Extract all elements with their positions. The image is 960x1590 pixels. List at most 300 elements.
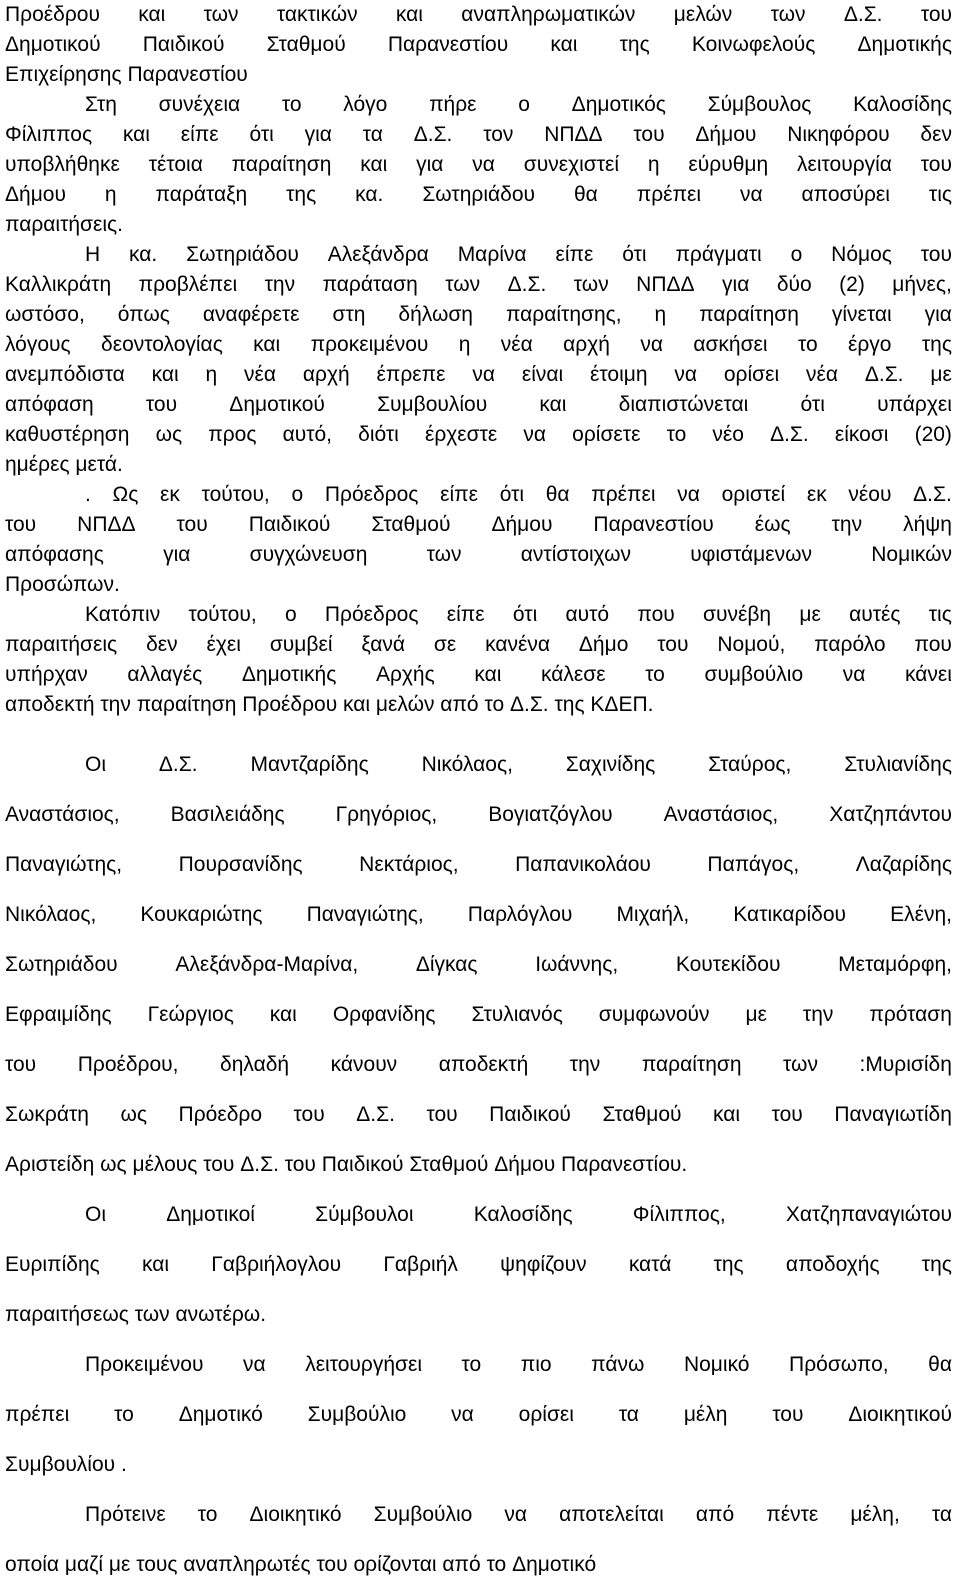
text-line [5,990,952,1040]
word: έρχεστε [424,423,498,446]
word: του [772,1403,804,1426]
word: Δήμου [695,123,757,146]
word: λόγο [343,93,388,116]
word: αποτελείται [559,1503,664,1526]
word: Δίγκας [415,953,478,976]
word: έπρεπε [376,363,446,386]
word: του [316,1553,354,1576]
word: νέου [848,483,892,506]
word: ανωτέρω. [175,1303,267,1326]
word: είναι [521,363,564,386]
word: των [134,1303,176,1326]
word: . [85,483,91,506]
word: δηλαδή [220,1053,290,1076]
text-line [5,480,952,510]
word: μαζί [64,1553,109,1576]
word: ο [790,243,803,266]
word: και [550,33,578,56]
word: Σταθμού [409,1153,495,1176]
word: Δημοτικός [571,93,666,116]
word: Γρηγόριος, [335,803,438,826]
word: αποδεκτή [438,1053,529,1076]
word: είπε [180,123,219,146]
word: Καλοσίδης [473,1203,573,1226]
word: Προσώπων. [5,573,120,596]
word: θα [928,1353,952,1376]
word: Αναστάσιος, [5,803,120,826]
word: Παιδικού [142,33,225,56]
word: ορίσει [518,1403,574,1426]
word: της [713,1253,744,1276]
text-line [5,150,952,180]
word: της [619,33,650,56]
word: παραίτηση [136,693,243,716]
word: Πρόεδρος [324,483,419,506]
word: (2) [839,273,865,296]
word: ότι [512,603,538,626]
word: της [921,333,952,356]
text-line [5,420,952,450]
word: παρόλο [814,633,886,656]
word: το [645,663,665,686]
section-resignation-discussion [5,0,952,720]
word: Οι [85,753,106,776]
word: συνέβη [703,603,772,626]
word: που [914,633,952,656]
word: το [484,693,510,716]
word: θα [545,483,570,506]
word: Παναγιώτης, [306,903,424,926]
text-line [5,690,952,720]
word: Προκειμένου [85,1353,204,1376]
word: νέο [712,423,744,446]
text-line [5,30,952,60]
text-line [5,510,952,540]
word: οριστεί [721,483,786,506]
word: τους [136,1553,184,1576]
word: . [120,1453,127,1476]
word: αναπληρωματικών [461,3,636,26]
word: Φίλιππος [5,123,93,146]
word: Στυλιανός [471,1003,563,1026]
word: έτοιμη [590,363,648,386]
word: η [458,333,471,356]
word: να [677,483,700,506]
word: ορίσετε [572,423,641,446]
word: Καλλικράτη [5,273,112,296]
word: Δημοτικοί [166,1203,255,1226]
word: Δήμου [494,1153,562,1176]
word: παραίτησης, [505,303,622,326]
word: ο [291,483,304,506]
word: απόφαση [5,393,94,416]
text-line [5,180,952,210]
word: του [771,1103,803,1126]
word: το [797,333,818,356]
word: προς [208,423,257,446]
word: συμβούλιο [704,663,804,686]
word: ότι [800,393,825,416]
word: ασκήσει [693,333,768,356]
word: Πουρσανίδης [178,853,303,876]
word: κανένα [485,633,550,656]
text-line [5,570,952,600]
text-line [5,300,952,330]
word: αυτό [565,603,610,626]
word: κατά [628,1253,672,1276]
word: Σύμβουλοι [315,1203,414,1226]
word: πρέπει [591,483,656,506]
word: Αριστείδη [5,1153,101,1176]
word: απόφασης [5,543,104,566]
word: είκοσι [834,423,889,446]
word: Σωτηριάδου [186,243,299,266]
word: Παρανεστίου [593,513,714,536]
word: Νικηφόρου [787,123,890,146]
word: Δήμο [578,633,629,656]
word: των [426,543,462,566]
word: Παιδικού [489,1103,571,1126]
word: όπως [117,303,170,326]
word: Νόμος [831,243,892,266]
word: τακτικών [276,3,358,26]
word: Ιωάννης, [535,953,619,976]
text-line [5,840,952,890]
word: και [122,123,150,146]
word: κα. [355,183,384,206]
word: πρέπει [5,1403,70,1426]
section-gap [5,720,952,740]
word: ξανά [361,633,405,656]
word: ψηφίζουν [500,1253,587,1276]
text-line [5,890,952,940]
word: Κατόπιν [85,603,161,626]
text-line [5,210,952,240]
word: την [802,1003,834,1026]
text-line [5,0,952,30]
word: Δ.Σ. [843,3,883,26]
word: σε [433,633,457,656]
text-line [5,630,952,660]
word: τον [483,123,514,146]
word: Βασιλειάδης [170,803,285,826]
word: πέντε [766,1503,819,1526]
word: Παναγιώτης, [5,853,123,876]
word: και [151,363,179,386]
word: αναπληρωτές [183,1553,317,1576]
word: Συμβούλιο [307,1403,407,1426]
word: ορίσει [723,363,780,386]
word: Γαβριήλογλου [211,1253,342,1276]
word: Κοινωφελούς [691,33,816,56]
word: και [343,693,376,716]
word: Δ.Σ. [509,693,555,716]
word: είπε [555,243,594,266]
word: τα [618,1403,639,1426]
word: για [924,303,952,326]
word: ΝΠΔΔ [636,273,695,296]
word: Διοικητικό [249,1503,342,1526]
word: ως [155,423,183,446]
word: Σταθμού [266,33,346,56]
text-line [5,1190,952,1240]
text-line [5,120,952,150]
word: Σταθμού [371,513,451,536]
text-line [5,1290,952,1340]
word: Νομικών [871,543,952,566]
word: υποβλήθηκε [5,153,120,176]
word: Σωτηριάδου [5,953,118,976]
word: για [722,273,750,296]
word: πράγματι [675,243,762,266]
word: Παρλόγλου [467,903,573,926]
word: να [243,1353,266,1376]
word: Χατζηπαναγιώτου [785,1203,952,1226]
text-line [5,940,952,990]
word: για [416,153,444,176]
word: Αναστάσιος, [663,803,779,826]
word: με [930,363,952,386]
word: και [138,3,166,26]
word: αποδεκτή [5,693,101,716]
word: και [395,3,423,26]
word: των [770,3,806,26]
word: Μαρίνα [457,243,527,266]
text-line [5,1240,952,1290]
text-line [5,1090,952,1140]
section-vote-record [5,740,952,1590]
word: Γαβριήλ [383,1253,458,1276]
text-line [5,360,952,390]
word: το [197,1503,218,1526]
word: τούτου, [201,483,270,506]
word: Διοικητικού [848,1403,952,1426]
word: Κουτεκίδου [675,953,781,976]
word: Δ.Σ. [507,273,547,296]
text-line [5,1040,952,1090]
word: με [745,1003,767,1026]
text-line [5,600,952,630]
word: συνεχιστεί [523,153,620,176]
word: τέτοια [148,153,203,176]
word: αλλαγές [127,663,203,686]
word: του [5,513,37,536]
word: Σωτηριάδου [422,183,535,206]
word: την [831,513,863,536]
word: Καλοσίδης [853,93,952,116]
word: με [108,1553,137,1576]
word: Παπάγος, [707,853,800,876]
word: Φίλιππος, [632,1203,726,1226]
text-line [5,390,952,420]
word: Στυλιανίδης [844,753,952,776]
word: τα [931,1503,952,1526]
word: Νεκτάριος, [359,853,459,876]
word: Η [85,243,101,266]
word: από [695,1503,735,1526]
word: από [440,693,485,716]
text-line [5,1140,952,1190]
word: Δημοτικό [178,1403,263,1426]
word: με [799,603,821,626]
word: Σταθμού [602,1103,682,1126]
word: νέα [244,363,277,386]
text-line [5,1440,952,1490]
word: υπάρχει [877,393,952,416]
word: και [474,663,502,686]
word: Νομού, [717,633,786,656]
word: αποσύρει [801,183,890,206]
word: ότι [249,123,274,146]
word: και [269,1003,297,1026]
text-line [5,330,952,360]
word: από [442,1553,487,1576]
word: Ελένη, [890,903,952,926]
word: πρόταση [869,1003,952,1026]
word: Δημοτικού [5,33,101,56]
word: γίνεται [831,303,892,326]
word: Πρόσωπο, [789,1353,889,1376]
word: να [739,183,763,206]
word: είπε [440,483,479,506]
word: εκ [806,483,827,506]
word: Λαζαρίδης [855,853,952,876]
word: ημέρες [5,453,76,476]
word: δεν [146,633,178,656]
text-line [5,1340,952,1390]
word: αυτές [849,603,901,626]
word: αποδοχής [785,1253,880,1276]
word: Στη [85,93,117,116]
word: και [141,1253,170,1276]
word: της [921,1253,952,1276]
word: Νικόλαος, [5,903,97,926]
word: Αλεξάνδρα-Μαρίνα, [175,953,359,976]
word: παραίτηση [231,153,332,176]
word: Παρανεστίου [127,63,248,86]
word: η [104,183,117,206]
word: το [281,93,302,116]
word: να [674,363,698,386]
word: Συμβουλίου [377,393,488,416]
word: και [253,333,281,356]
word: Πρότεινε [85,1503,166,1526]
word: Δ.Σ. [913,483,952,506]
word: την [100,693,137,716]
word: δεοντολογίας [101,333,223,356]
word: να [472,153,495,176]
word: η [647,153,660,176]
word: του [176,513,208,536]
word: Μεταμόρφη, [838,953,952,976]
word: :Μυρισίδη [859,1053,952,1076]
word: Εφραιμίδης [5,1003,112,1026]
word: η [205,363,218,386]
text-line [5,740,952,790]
word: του [293,1103,325,1126]
word: Σωκράτη [5,1103,89,1126]
word: παραιτήσεις [5,633,118,656]
word: ΝΠΔΔ [544,123,603,146]
word: των [783,1053,818,1076]
word: Παιδικού [321,1153,410,1176]
word: λειτουργήσει [305,1353,422,1376]
word: καθυστέρηση [5,423,130,446]
text-line [5,240,952,270]
text-line [5,90,952,120]
word: Βογιατζόγλου [488,803,613,826]
word: κάνουν [330,1053,398,1076]
word: την [264,273,296,296]
word: δύο [776,273,812,296]
word: νέα [805,363,838,386]
word: του [5,1053,37,1076]
word: Δ.Σ. [356,1103,395,1126]
word: Πρόεδρο [178,1103,263,1126]
word: μετά. [75,453,123,476]
word: το [486,1553,513,1576]
word: ορίζονται [353,1553,443,1576]
text-line [5,60,952,90]
word: το [114,1403,134,1426]
word: να [640,333,663,356]
word: και [360,153,388,176]
word: ΝΠΔΔ [77,513,136,536]
word: έως [754,513,791,536]
word: Αλεξάνδρα [327,243,429,266]
word: ότι [622,243,647,266]
word: να [523,423,547,446]
word: κάνει [904,663,952,686]
word: Χατζηπάντου [829,803,952,826]
word: και [713,1103,741,1126]
word: Αρχής [375,663,435,686]
word: ΚΔΕΠ. [590,693,654,716]
word: παραίτηση [699,303,799,326]
word: της [286,183,317,206]
word: που [637,603,675,626]
word: Παρανεστίου [387,33,509,56]
word: μήνες, [892,273,952,296]
word: θα [573,183,598,206]
word: προβλέπει [138,273,238,296]
word: συμβεί [269,633,333,656]
word: του [657,633,689,656]
word: διαπιστώνεται [618,393,749,416]
word: η [654,303,667,326]
word: δεν [920,123,952,146]
word: μέλους [132,1153,204,1176]
word: να [504,1503,528,1526]
word: Σύμβουλος [707,93,812,116]
word: ότι [499,483,525,506]
word: Προέδρου [5,3,100,26]
word: Πρόεδρος [324,603,419,626]
word: Δήμου [5,183,66,206]
word: Συμβούλιο [373,1503,473,1526]
word: ο [518,93,530,116]
word: εύρυθμη [688,153,769,176]
word: Προέδρου, [77,1053,179,1076]
text-line [5,1540,952,1590]
word: Μιχαήλ, [616,903,690,926]
text-line [5,660,952,690]
word: παραιτήσεως [5,1303,135,1326]
word: Δημοτικό [512,1553,597,1576]
word: εκ [160,483,180,506]
word: (20) [914,423,952,446]
word: αυτό, [282,423,333,446]
